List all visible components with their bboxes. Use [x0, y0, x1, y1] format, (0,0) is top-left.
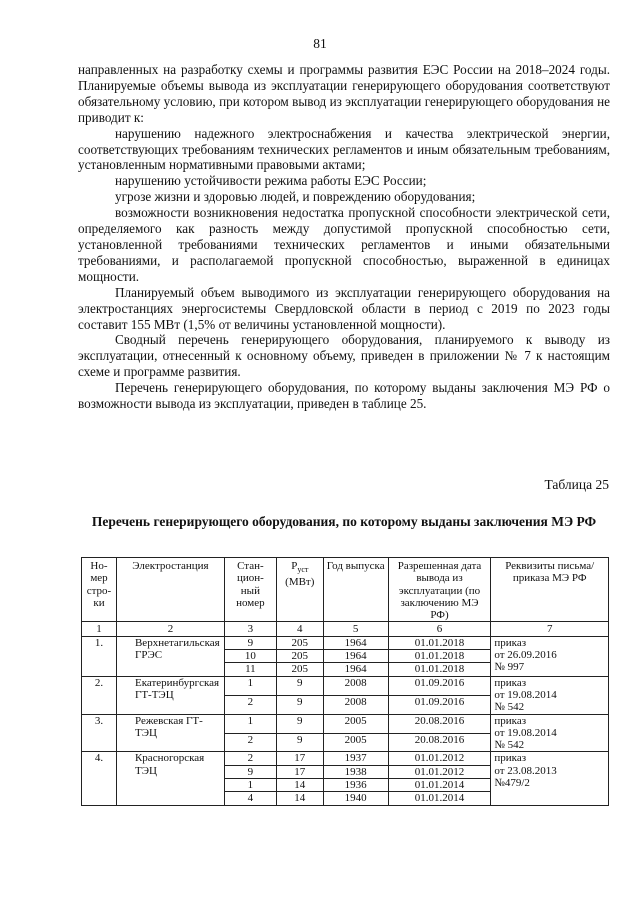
station-cell: Режевская ГТ-ТЭЦ [116, 714, 224, 752]
header-unit: Стан-цион-ный номер [224, 558, 276, 622]
column-number: 5 [323, 622, 388, 636]
document-cell [491, 752, 609, 805]
document-cell-line: № 542 [494, 739, 525, 752]
equipment-table [81, 557, 609, 806]
table-header-row [82, 558, 609, 622]
unit-cell: 1 [224, 714, 276, 733]
date-cell: 01.01.2014 [388, 779, 491, 792]
power-cell: 17 [276, 752, 323, 765]
paragraph: Перечень генерирующего оборудования, по которому выданы заключения МЭ РФ о возможности вывода из эксплуатации, приведен в таблице 25. [78, 380, 610, 412]
header-year: Год выпуска [323, 558, 388, 622]
table-body [82, 636, 609, 805]
table-title: Перечень генерирующего оборудования, по которому выданы заключения МЭ РФ [91, 514, 597, 529]
document-cell-line: от 19.08.2014 [494, 688, 557, 701]
column-number-row [82, 622, 609, 636]
table-row [82, 752, 609, 765]
header-power-subscript: уст [297, 565, 309, 575]
document-cell [491, 636, 609, 676]
body-text [78, 62, 610, 412]
unit-cell: 11 [224, 663, 276, 676]
document-cell-line: приказ [494, 752, 527, 765]
header-power-symbol: Р [291, 560, 298, 572]
date-cell: 01.01.2018 [388, 663, 491, 676]
column-number: 4 [276, 622, 323, 636]
year-cell: 2005 [323, 714, 388, 733]
document-cell [491, 714, 609, 752]
date-cell: 01.09.2016 [388, 695, 491, 714]
header-power-unit: (МВт) [285, 576, 315, 589]
year-cell: 2008 [323, 695, 388, 714]
unit-cell: 1 [224, 676, 276, 695]
year-cell: 2008 [323, 676, 388, 695]
year-cell: 1964 [323, 663, 388, 676]
power-cell: 9 [276, 676, 323, 695]
power-cell: 9 [276, 714, 323, 733]
year-cell: 1938 [323, 765, 388, 778]
year-cell: 1940 [323, 792, 388, 805]
unit-cell: 2 [224, 695, 276, 714]
power-cell: 205 [276, 663, 323, 676]
station-cell: Верхнетагильская ГРЭС [116, 636, 224, 676]
page-number: 81 [313, 36, 327, 51]
date-cell: 01.01.2012 [388, 765, 491, 778]
table-row [82, 714, 609, 733]
document-cell-line: приказ [494, 676, 527, 689]
power-cell: 9 [276, 733, 323, 752]
paragraph: возможности возникновения недостатка пропускной способности электрической сети, определяемого как разность между допустимой пропускной способностью сети, установленной требованиями технических регламентов и иными обязательными требованиями, и располагаемой пропускной способностью, выраженной в единицах мощности. [78, 205, 610, 284]
date-cell: 01.01.2014 [388, 792, 491, 805]
header-station: Электростанция [116, 558, 224, 622]
document-cell-line: № 542 [494, 701, 525, 714]
power-cell: 17 [276, 765, 323, 778]
year-cell: 1964 [323, 636, 388, 649]
document-cell-line: от 19.08.2014 [494, 726, 557, 739]
unit-cell: 9 [224, 636, 276, 649]
date-cell: 20.08.2016 [388, 733, 491, 752]
header-doc: Реквизиты письма/приказа МЭ РФ [491, 558, 609, 622]
power-cell: 205 [276, 636, 323, 649]
date-cell: 01.09.2016 [388, 676, 491, 695]
power-cell: 9 [276, 695, 323, 714]
document-cell-line: от 26.09.2016 [494, 649, 557, 662]
header-date: Разрешенная дата вывода из эксплуатации (по заключению МЭ РФ) [388, 558, 491, 622]
column-number: 6 [388, 622, 491, 636]
header-row-no: Но-мер стро-ки [82, 558, 117, 622]
station-cell: Екатеринбургская ГТ-ТЭЦ [116, 676, 224, 714]
year-cell: 1936 [323, 779, 388, 792]
document-cell-line: №479/2 [494, 777, 530, 790]
paragraph: Сводный перечень генерирующего оборудования, планируемого к выводу из эксплуатации, отнесенный к основному объему, приведен в приложении № 7 к настоящим схеме и программе развития. [78, 332, 610, 380]
table-row [82, 676, 609, 695]
document-cell-line: приказ [494, 714, 527, 727]
row-number-cell: 3. [82, 714, 117, 752]
station-cell: Красногорская ТЭЦ [116, 752, 224, 805]
paragraph: нарушению надежного электроснабжения и качества электрической энергии, соответствующих требованиям технических регламентов и иным обязательным требованиям, установленным нормативными правовыми актами; [78, 125, 610, 173]
document-cell-line: приказ [494, 636, 527, 649]
document-cell [491, 676, 609, 714]
year-cell: 1964 [323, 650, 388, 663]
table-label: Таблица 25 [544, 477, 609, 492]
paragraph: угрозе жизни и здоровью людей, и повреждению оборудования; [115, 189, 476, 205]
date-cell: 01.01.2012 [388, 752, 491, 765]
unit-cell: 10 [224, 650, 276, 663]
row-number-cell: 1. [82, 636, 117, 676]
paragraph: направленных на разработку схемы и программы развития ЕЭС России на 2018–2024 годы. Планируемые объемы вывода из эксплуатации генерирующего оборудования соответствуют обязательному условию, при котором вывод из эксплуатации генерирующего оборудования не приводит к: [78, 62, 610, 125]
year-cell: 2005 [323, 733, 388, 752]
paragraph: Планируемый объем выводимого из эксплуатации генерирующего оборудования на электростанциях энергосистемы Свердловской области в период с 2019 по 2023 годы составит 155 МВт (1,5% от величины установленной мощности). [78, 284, 610, 332]
column-number: 3 [224, 622, 276, 636]
document-cell-line: от 23.08.2013 [494, 764, 557, 777]
date-cell: 20.08.2016 [388, 714, 491, 733]
year-cell: 1937 [323, 752, 388, 765]
table-row [82, 636, 609, 649]
column-number: 1 [82, 622, 117, 636]
unit-cell: 4 [224, 792, 276, 805]
column-number: 7 [491, 622, 609, 636]
column-number: 2 [116, 622, 224, 636]
unit-cell: 9 [224, 765, 276, 778]
unit-cell: 2 [224, 733, 276, 752]
power-cell: 205 [276, 650, 323, 663]
power-cell: 14 [276, 779, 323, 792]
paragraph: нарушению устойчивости режима работы ЕЭС России; [115, 173, 427, 189]
unit-cell: 1 [224, 779, 276, 792]
row-number-cell: 4. [82, 752, 117, 805]
document-cell-line: № 997 [494, 661, 525, 674]
date-cell: 01.01.2018 [388, 650, 491, 663]
unit-cell: 2 [224, 752, 276, 765]
power-cell: 14 [276, 792, 323, 805]
header-power [276, 558, 323, 622]
row-number-cell: 2. [82, 676, 117, 714]
date-cell: 01.01.2018 [388, 636, 491, 649]
